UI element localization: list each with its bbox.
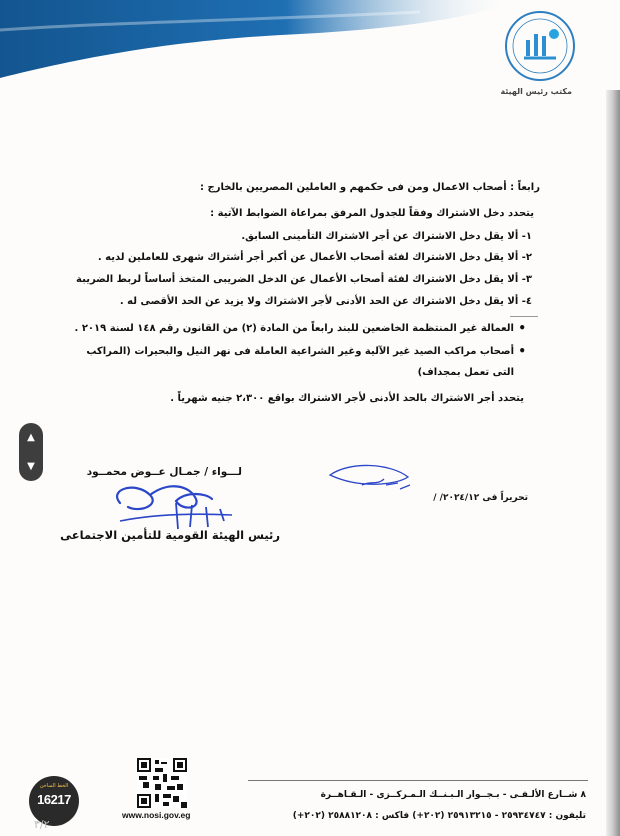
date-text: تحريراً فى ٢٠٢٤/١٢/ /: [433, 493, 528, 503]
rule-3: ٣- ألا يقل دخل الاشتراك لفئة أصحاب الأعمال عن الدخل الضريبى المتخذ أساساً لربط الضريبة: [76, 274, 532, 285]
footer-divider: [248, 780, 588, 781]
bullet-2: أصحاب مراكب الصيد غير الآلية وغير الشراعية العاملة فى نهر النيل والبحيرات (المراكب: [86, 346, 514, 357]
nosi-logo-icon: [500, 6, 580, 86]
signer-name: لـــواء / جمـال عــوض محمــود: [86, 466, 242, 478]
rule-2: ٢- ألا يقل دخل الاشتراك لفئة أصحاب الأعمال عن أكبر أجر أشتراك شهرى للعاملين لديه .: [97, 252, 532, 263]
hotline-caption: الخط الساخن: [39, 783, 69, 789]
divider: [510, 316, 538, 317]
footer-phones: تليفون : ٢٥٩٣٤٧٤٧ - ٢٥٩١٣٢١٥ (٢٠٢+) فاكس : ٢٥٨٨١٢٠٨ (٢٠٢+): [292, 811, 586, 821]
closing-text: يتحدد أجر الاشتراك بالحد الأدنى لأجر الاشتراك بواقع ٢،٣٠٠ جنيه شهرياً .: [170, 393, 524, 404]
rule-1: ١- ألا يقل دخل الاشتراك عن أجر الاشتراك التأمينى السابق.: [241, 231, 532, 242]
page-number: ٣/٢: [34, 818, 50, 831]
bullet-2-cont: التى تعمل بمجداف): [417, 367, 514, 378]
hotline-number: 16217: [37, 792, 71, 807]
bullet-dot-2: •: [518, 344, 526, 358]
section-title: رابعاً : أصحاب الاعمال ومن فى حكمهم و العاملين المصريين بالخارج :: [200, 182, 540, 193]
bullet-dot-1: •: [518, 321, 526, 335]
scroll-down-button[interactable]: ▼: [27, 461, 35, 472]
qr-code-icon: [137, 758, 187, 808]
rule-4: ٤- ألا يقل دخل الاشتراك عن الحد الأدنى لأجر الاشتراك ولا يزيد عن الحد الأقصى له .: [119, 296, 532, 307]
intro-text: يتحدد دخل الاشتراك وفقاً للجدول المرفق بمراعاة الضوابط الآتية :: [210, 208, 534, 219]
signer-title: رئيس الهيئة القومية للتأمين الاجتماعى: [60, 528, 280, 542]
bullet-1: العمالة غير المنتظمة الخاضعين للبند رابعاً من المادة (٢) من القانون رقم ١٤٨ لسنة ٢٠١٩ .: [74, 323, 514, 334]
footer-address: ٨ شــارع الألـفـى - بـجــوار الـبـنــك الـمـركــزى - الـقـاهــرة: [320, 790, 586, 800]
website-link[interactable]: www.nosi.gov.eg: [122, 810, 191, 820]
office-label: مكتب رئيس الهيئة: [500, 87, 572, 96]
scroll-up-button[interactable]: ▲: [27, 432, 35, 443]
